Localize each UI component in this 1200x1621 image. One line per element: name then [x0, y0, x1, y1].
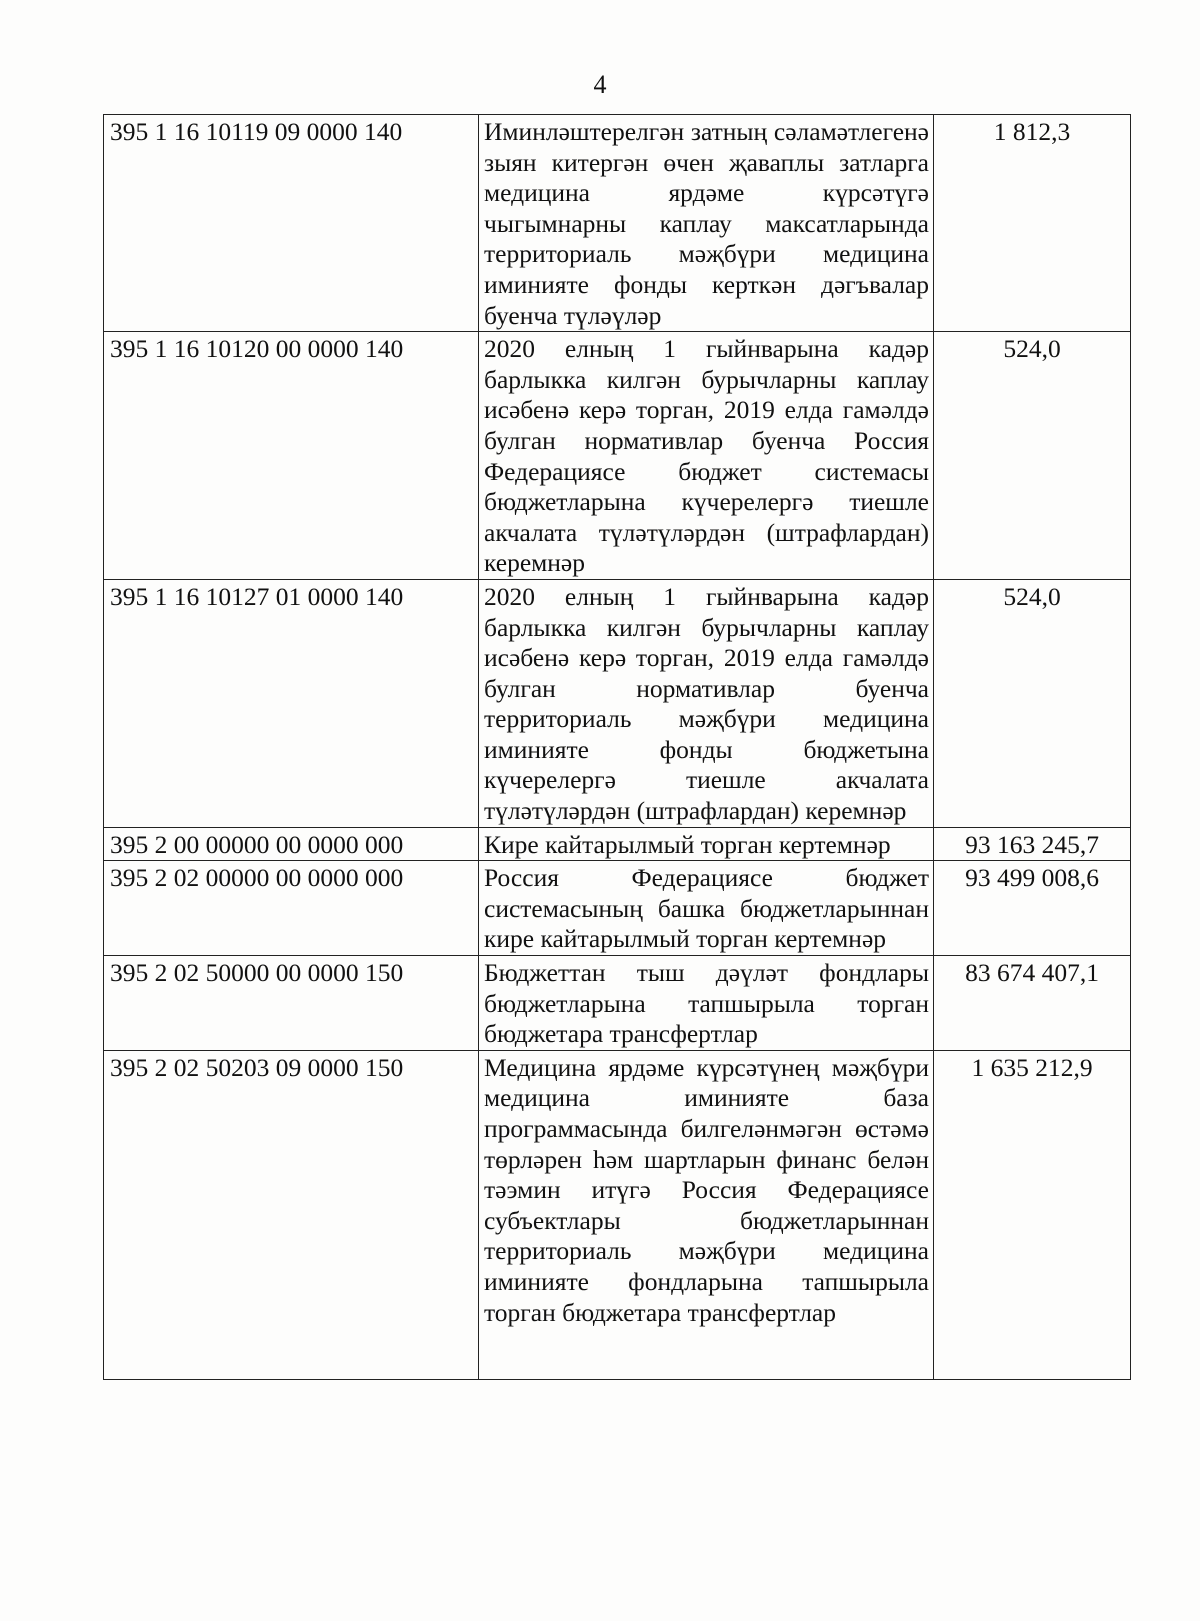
revenue-description-cell: Кире кайтарылмый торган кертемнәр — [479, 827, 934, 861]
table-row — [104, 956, 1131, 1051]
amount-cell: 93 163 245,7 — [934, 827, 1131, 861]
amount-cell: 93 499 008,6 — [934, 861, 1131, 956]
table-row — [104, 332, 1131, 580]
classification-code-cell: 395 2 02 50203 09 0000 150 — [104, 1050, 479, 1379]
revenue-description-cell: 2020 елның 1 гыйнварына кадәр барлыкка килгән бурычларны каплау исәбенә керә торган, 2019 елда гамәлдә булган нормативлар буенча Россия Федерациясе бюджет системасы бюджетларына күчерелергә тиешле акчалата түләтүләрдән (штрафлардан) керемнәр — [479, 332, 934, 580]
classification-code-cell: 395 1 16 10119 09 0000 140 — [104, 115, 479, 332]
revenue-description-cell: Медицина ярдәме күрсәтүнең мәҗбүри медицина иминияте база программасында билгеләнмәгән өстәмә төрләрен һәм шартларын финанс белән тәэмин итүгә Россия Федерациясе субъектлары бюджетларыннан территориаль мәҗбүри медицина иминияте фондларына тапшырыла торган бюджетара трансфертлар — [479, 1050, 934, 1379]
classification-code-cell: 395 1 16 10120 00 0000 140 — [104, 332, 479, 580]
revenue-description-cell: 2020 елның 1 гыйнварына кадәр барлыкка килгән бурычларны каплау исәбенә керә торган, 2019 елда гамәлдә булган нормативлар буенча территориаль мәҗбүри медицина иминияте фонды бюджетына күчерелергә тиешле акчалата түләтүләрдән (штрафлардан) керемнәр — [479, 579, 934, 827]
revenue-description-cell: Бюджеттан тыш дәүләт фондлары бюджетларына тапшырыла торган бюджетара трансфертлар — [479, 956, 934, 1051]
table-row — [104, 579, 1131, 827]
classification-code-cell: 395 1 16 10127 01 0000 140 — [104, 579, 479, 827]
table-row — [104, 115, 1131, 332]
classification-code-cell: 395 2 02 00000 00 0000 000 — [104, 861, 479, 956]
revenue-description-cell: Россия Федерациясе бюджет системасының башка бюджетларыннан кире кайтарылмый торган кертемнәр — [479, 861, 934, 956]
table-row — [104, 1050, 1131, 1379]
amount-cell: 83 674 407,1 — [934, 956, 1131, 1051]
budget-revenue-table — [103, 114, 1131, 1380]
amount-cell: 1 635 212,9 — [934, 1050, 1131, 1379]
amount-cell: 1 812,3 — [934, 115, 1131, 332]
amount-cell: 524,0 — [934, 579, 1131, 827]
table-row — [104, 861, 1131, 956]
classification-code-cell: 395 2 02 50000 00 0000 150 — [104, 956, 479, 1051]
page-number: 4 — [593, 70, 607, 99]
table-row — [104, 827, 1131, 861]
revenue-description-cell: Иминләштерелгән затның сәламәтлегенә зыян китергән өчен җаваплы затларга медицина ярдәме күрсәтүгә чыгымнарны каплау максатларында территориаль мәҗбүри медицина иминияте фонды керткән дәгъвалар буенча түләүләр — [479, 115, 934, 332]
amount-cell: 524,0 — [934, 332, 1131, 580]
classification-code-cell: 395 2 00 00000 00 0000 000 — [104, 827, 479, 861]
